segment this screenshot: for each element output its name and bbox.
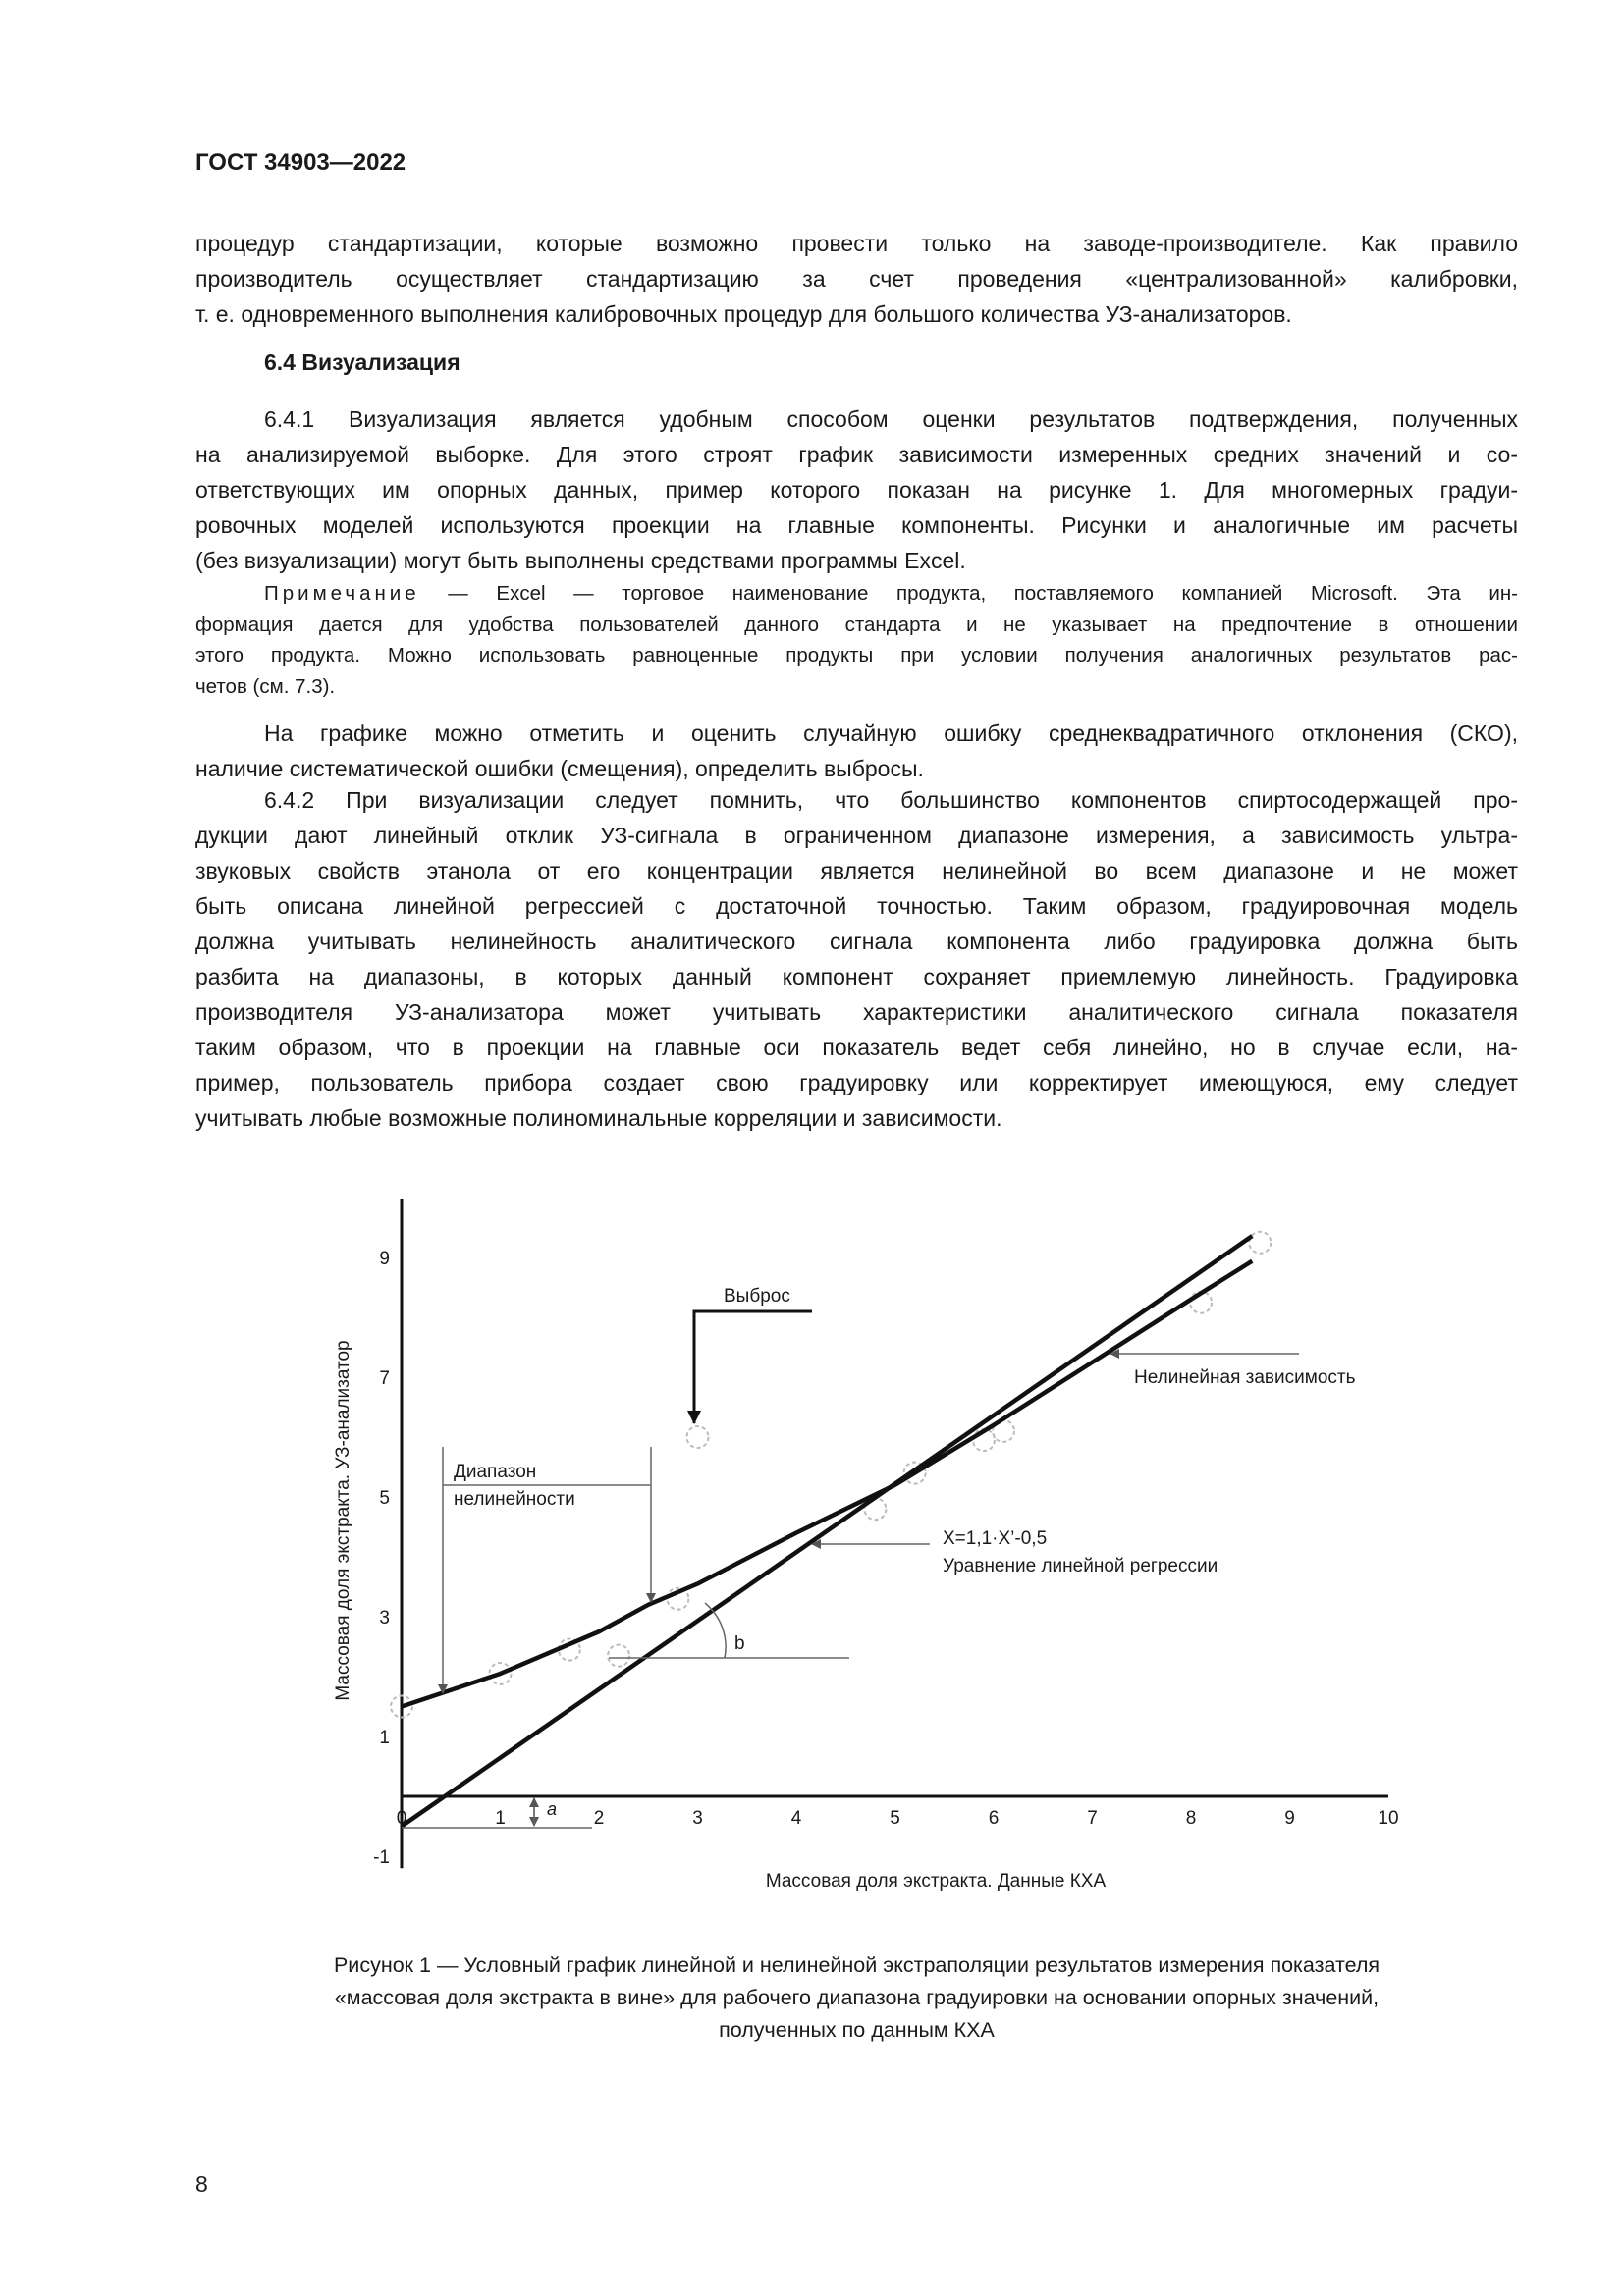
y-axis-label: Массовая доля экстракта. УЗ-анализатор [333,1340,353,1701]
y-tick-label: 5 [379,1488,390,1509]
intercept-label: a [547,1799,558,1819]
x-tick-label: 2 [593,1808,605,1829]
text-line: т. е. одновременного выполнения калибровочных процедур для большого количества УЗ-анализаторов. [195,301,1292,327]
text-line: На графике можно отметить и оценить случайную ошибку среднеквадратичного отклонения (СКО), [264,721,1518,746]
outlier-label: Выброс [724,1286,790,1307]
text-line: на анализируемой выборке. Для этого строят график зависимости измеренных средних значений и со- [195,442,1518,467]
text-line: таким образом, что в проекции на главные оси показатель ведет себя линейно, но в случае если, на- [195,1035,1518,1060]
caption-line: Рисунок 1 — Условный график линейной и нелинейной экстраполяции результатов измерения показателя [333,1953,1380,1977]
x-tick-label: 1 [495,1808,506,1829]
x-tick-label: 5 [890,1808,900,1829]
text-line: разбита на диапазоны, в которых данный компонент сохраняет приемлемую линейность. Градуировка [195,964,1518,989]
y-tick-label: 3 [379,1608,390,1629]
y-tick-label: 7 [379,1368,390,1389]
note-first-line: Примечание — Excel — торговое наименование продукта, поставляемого компанией Microsoft. Эта ин- [264,582,1518,605]
slope-label: b [734,1633,745,1654]
nonlinear-curve [402,1261,1252,1707]
x-tick-label: 6 [988,1808,1000,1829]
range-label-2: нелинейности [454,1489,575,1510]
nonlinearity-range-annotation [443,1447,651,1693]
figure-caption [195,1949,1518,2047]
x-tick-label: 0 [396,1808,407,1829]
slope-annotation [609,1603,849,1658]
text-line: формация дается для удобства пользователей данного стандарта и не указывает на предпочтение в отношении [195,613,1518,636]
measured-point [1249,1232,1271,1254]
outlier-annotation [694,1286,812,1423]
note-label: Примечание [264,582,420,605]
nonlinear-label: Нелинейная зависимость [1134,1367,1356,1388]
text-line: 6.4.2 При визуализации следует помнить, что большинство компонентов спиртосодержащей про- [264,787,1518,813]
text-line: быть описана линейной регрессией с достаточной точностью. Таким образом, градуировочная модель [195,893,1518,919]
text-line: этого продукта. Можно использовать равноценные продукты при условии получения аналогичных результатов рас- [195,644,1518,667]
y-tick-label: 9 [379,1249,390,1269]
caption-line: полученных по данным КХА [719,2018,995,2042]
x-tick-label: 4 [790,1808,802,1829]
y-tick-label: -1 [373,1847,390,1868]
outlier-arrow [694,1311,812,1423]
range-label-1: Диапазон [454,1462,537,1482]
x-axis-label: Массовая доля экстракта. Данные КХА [765,1871,1107,1892]
y-tick-label: 1 [379,1728,390,1748]
text-line: ровочных моделей используются проекции на главные компоненты. Рисунки и аналогичные им расчеты [195,512,1518,538]
x-tick-label: 3 [692,1808,703,1829]
linear-regression-line [402,1236,1252,1826]
text-line: четов (см. 7.3). [195,674,336,698]
nonlinear-annotation [1110,1354,1356,1388]
x-tick-label: 9 [1284,1808,1295,1829]
x-tick-label: 10 [1378,1808,1399,1829]
text-line: 6.4.1 Визуализация является удобным способом оценки результатов подтверждения, полученных [264,406,1518,432]
measured-point [687,1426,709,1448]
section-heading: 6.4 Визуализация [264,349,460,375]
regression-equation: X=1,1·X’-0,5 [943,1528,1048,1549]
text-line: пример, пользователь прибора создает свою градуировку или корректирует имеющуюся, ему следует [195,1070,1518,1095]
text-line: должна учитывать нелинейность аналитического сигнала компонента либо градуировка должна быть [195,929,1518,954]
text-line: производителя УЗ-анализатора может учитывать характеристики аналитического сигнала показателя [195,999,1518,1025]
text-line: производитель осуществляет стандартизацию за счет проведения «централизованной» калибровки, [195,266,1518,292]
text-line: дукции дают линейный отклик УЗ-сигнала в ограниченном диапазоне измерения, а зависимость ультра- [195,823,1518,848]
text-line: (без визуализации) могут быть выполнены средствами программы Excel. [195,548,966,573]
regression-caption: Уравнение линейной регрессии [943,1556,1218,1576]
x-tick-label: 8 [1185,1808,1197,1829]
measured-point [608,1645,629,1667]
text-line: учитывать любые возможные полиноминальные корреляции и зависимости. [195,1105,1002,1131]
caption-line: «массовая доля экстракта в вине» для рабочего диапазона градуировки на основании опорных значений, [334,1986,1380,2009]
text-line: наличие систематической ошибки (смещения), определить выбросы. [195,756,924,781]
regression-annotation [812,1528,1218,1576]
x-tick-label: 7 [1087,1808,1098,1829]
document-header: ГОСТ 34903—2022 [195,149,406,176]
page-number: 8 [195,2171,208,2197]
text-line: процедур стандартизации, которые возможно провести только на заводе-производителе. Как правило [195,231,1518,256]
text-line: ответствующих им опорных данных, пример которого показан на рисунке 1. Для многомерных градуи- [195,477,1518,503]
text-line: звуковых свойств этанола от его концентрации является нелинейной во всем диапазоне и не может [195,858,1518,883]
